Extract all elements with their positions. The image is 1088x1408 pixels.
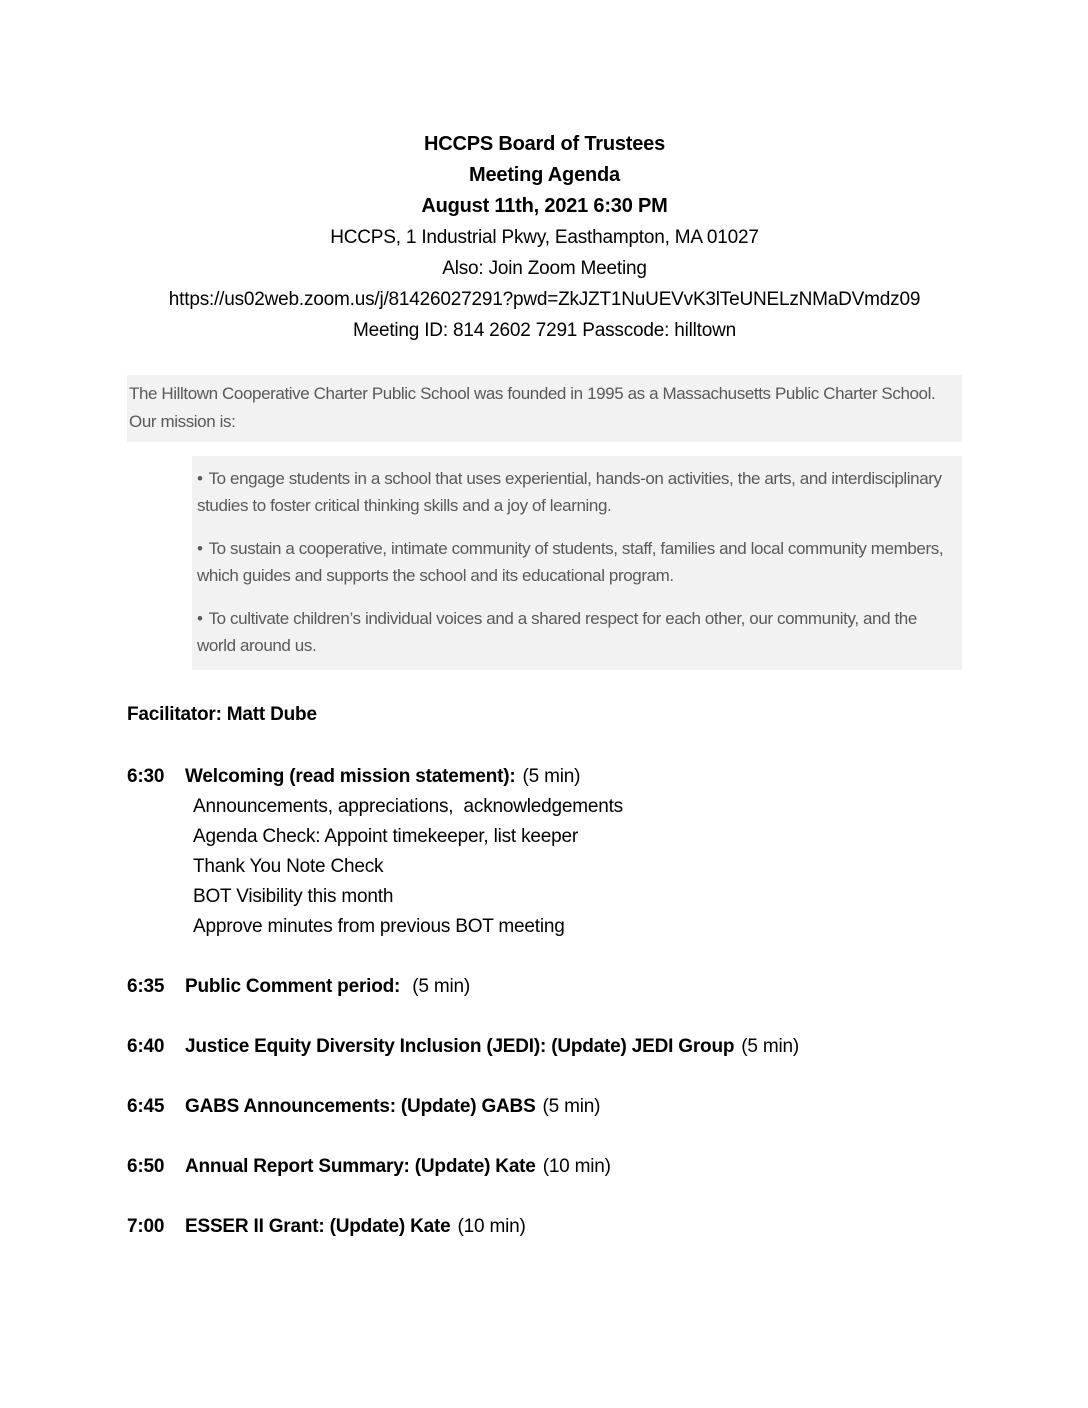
agenda-subitem: Thank You Note Check	[193, 856, 384, 877]
agenda-duration: (5 min)	[522, 766, 581, 787]
meeting-datetime: August 11th, 2021 6:30 PM	[421, 195, 668, 217]
mission-bullet-text: To sustain a cooperative, intimate community of students, staff, families and local community members, which guides and supports the school and its educational program.	[197, 539, 944, 585]
agenda-subitem: BOT Visibility this month	[193, 886, 394, 907]
page-subtitle: Meeting Agenda	[469, 164, 620, 186]
mission-intro: The Hilltown Cooperative Charter Public School was founded in 1995 as a Massachusetts Public Charter School. Our mission is:	[127, 375, 962, 442]
agenda-title: GABS Announcements: (Update) GABS	[185, 1096, 536, 1117]
agenda-list	[127, 762, 962, 1242]
agenda-row	[127, 1092, 962, 1122]
agenda-subitem-list	[193, 792, 962, 942]
meeting-location: HCCPS, 1 Industrial Pkwy, Easthampton, MA 01027	[330, 227, 759, 248]
facilitator-line: Facilitator: Matt Dube	[127, 704, 317, 725]
agenda-row	[127, 972, 962, 1002]
page-title: HCCPS Board of Trustees	[423, 133, 665, 155]
agenda-time: 7:00	[127, 1216, 165, 1237]
agenda-duration: (10 min)	[542, 1156, 611, 1177]
bullet-marker: •	[197, 469, 203, 488]
mission-bullet	[197, 465, 956, 519]
agenda-time: 6:40	[127, 1036, 165, 1057]
mission-bullet-text: To cultivate children’s individual voices and a shared respect for each other, our community, and the world around us.	[197, 609, 917, 655]
zoom-meeting-label: Also: Join Zoom Meeting	[442, 258, 647, 279]
agenda-time: 6:30	[127, 766, 165, 787]
header	[127, 129, 962, 346]
agenda-time: 6:35	[127, 976, 165, 997]
mission-bullet-list	[192, 456, 962, 670]
meeting-id-line: Meeting ID: 814 2602 7291 Passcode: hilltown	[352, 320, 737, 341]
agenda-title: Annual Report Summary: (Update) Kate	[185, 1156, 536, 1177]
agenda-row	[127, 1212, 962, 1242]
agenda-subitem: Announcements, appreciations, acknowledgements	[193, 796, 623, 817]
zoom-meeting-url: https://us02web.zoom.us/j/81426027291?pwd=ZkJZT1NuUEVvK3lTeUNELzNMaDVmdz09	[168, 289, 921, 310]
agenda-subitem: Approve minutes from previous BOT meeting	[193, 916, 565, 937]
agenda-time: 6:45	[127, 1096, 165, 1117]
agenda-title: Public Comment period:	[185, 976, 401, 997]
agenda-row	[127, 762, 962, 792]
agenda-duration: (5 min)	[741, 1036, 799, 1057]
agenda-time: 6:50	[127, 1156, 165, 1177]
agenda-title: Welcoming (read mission statement):	[185, 766, 516, 787]
agenda-subitem: Agenda Check: Appoint timekeeper, list keeper	[193, 826, 578, 847]
mission-bullet-text: To engage students in a school that uses experiential, hands-on activities, the arts, and interdisciplinary studies to foster critical thinking skills and a joy of learning.	[197, 469, 942, 515]
agenda-duration: (5 min)	[542, 1096, 601, 1117]
agenda-row	[127, 1152, 962, 1182]
mission-bullet	[197, 535, 956, 589]
bullet-marker: •	[197, 609, 203, 628]
mission-bullet	[197, 605, 956, 659]
agenda-row	[127, 1032, 962, 1062]
bullet-marker: •	[197, 539, 203, 558]
agenda-title: ESSER II Grant: (Update) Kate	[185, 1216, 451, 1237]
agenda-duration: (10 min)	[457, 1216, 526, 1237]
agenda-duration: (5 min)	[407, 976, 470, 997]
agenda-title: Justice Equity Diversity Inclusion (JEDI): (Update) JEDI Group	[185, 1036, 735, 1057]
